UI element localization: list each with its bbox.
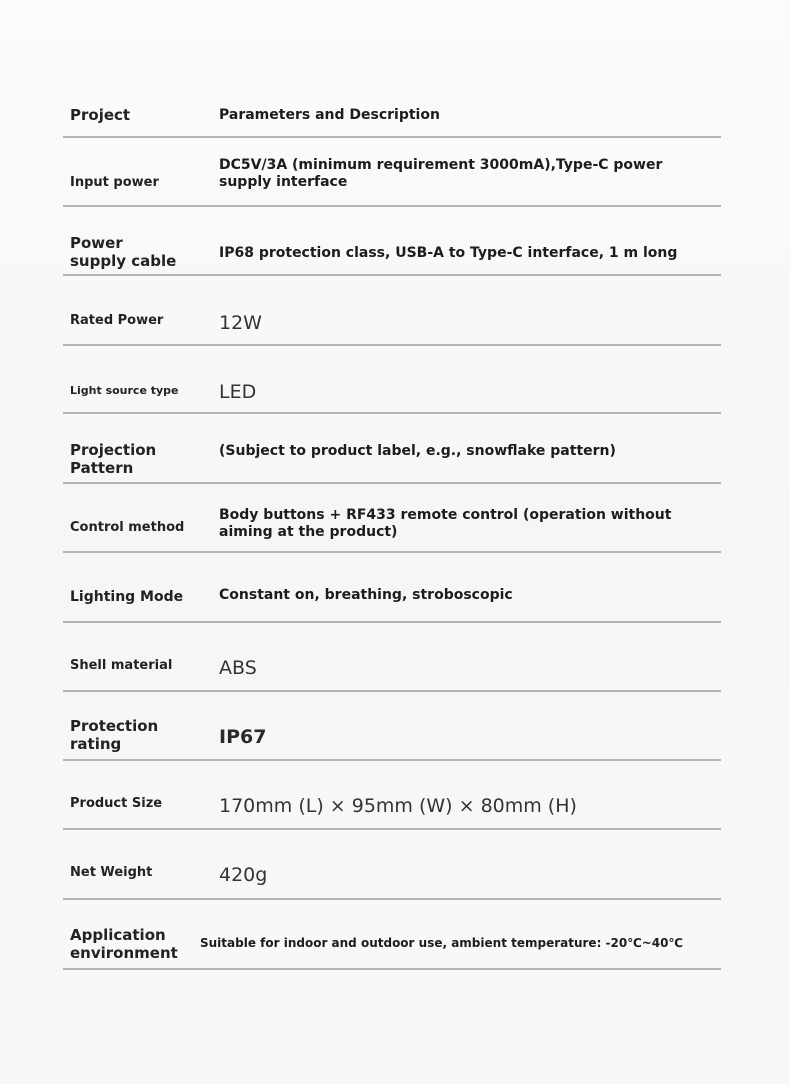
- row-value-net-weight: 420g: [219, 864, 268, 886]
- row-label-control-method: Control method: [70, 520, 185, 535]
- header-label-parameters: Parameters and Description: [219, 107, 440, 123]
- table-row: [63, 623, 721, 692]
- row-value-rated-power: 12W: [219, 312, 262, 334]
- row-label-lighting-mode: Lighting Mode: [70, 589, 184, 605]
- row-label-input-power: Input power: [70, 175, 159, 190]
- row-label-product-size: Product Size: [70, 796, 163, 811]
- row-value-protection-rating: IP67: [219, 726, 267, 748]
- row-value-product-size: 170mm (L) × 95mm (W) × 80mm (H): [219, 795, 577, 817]
- table-row: [63, 761, 721, 830]
- table-row: [63, 830, 721, 900]
- table-header-row: [63, 88, 721, 138]
- row-value-projection-pattern: (Subject to product label, e.g., snowflake pattern): [219, 443, 616, 459]
- row-label-application-environment: Application environment: [70, 926, 178, 962]
- table-row: [63, 138, 721, 207]
- table-row: [63, 553, 721, 623]
- row-value-lighting-mode: Constant on, breathing, stroboscopic: [219, 587, 513, 603]
- table-row: [63, 484, 721, 553]
- table-row: [63, 900, 721, 970]
- row-value-light-source-type: LED: [219, 381, 257, 403]
- row-label-protection-rating: Protection rating: [70, 717, 159, 753]
- row-label-shell-material: Shell material: [70, 658, 173, 673]
- table-row: [63, 692, 721, 761]
- row-value-control-method: Body buttons + RF433 remote control (operation without aiming at the product): [219, 507, 672, 540]
- table-row: [63, 346, 721, 414]
- table-row: [63, 276, 721, 346]
- row-value-power-supply-cable: IP68 protection class, USB-A to Type-C interface, 1 m long: [219, 245, 678, 261]
- spec-table: [63, 88, 721, 970]
- row-label-rated-power: Rated Power: [70, 313, 164, 328]
- row-label-projection-pattern: Projection Pattern: [70, 441, 157, 477]
- table-row: [63, 207, 721, 276]
- row-value-application-environment: Suitable for indoor and outdoor use, ambient temperature: -20℃~40℃: [200, 936, 684, 950]
- row-label-power-supply-cable: Power supply cable: [70, 234, 177, 270]
- header-label-project: Project: [70, 106, 131, 124]
- row-label-net-weight: Net Weight: [70, 865, 153, 880]
- row-label-light-source-type: Light source type: [70, 384, 179, 397]
- row-value-shell-material: ABS: [219, 657, 257, 679]
- row-value-input-power: DC5V/3A (minimum requirement 3000mA),Type-C power supply interface: [219, 157, 663, 190]
- table-row: [63, 414, 721, 484]
